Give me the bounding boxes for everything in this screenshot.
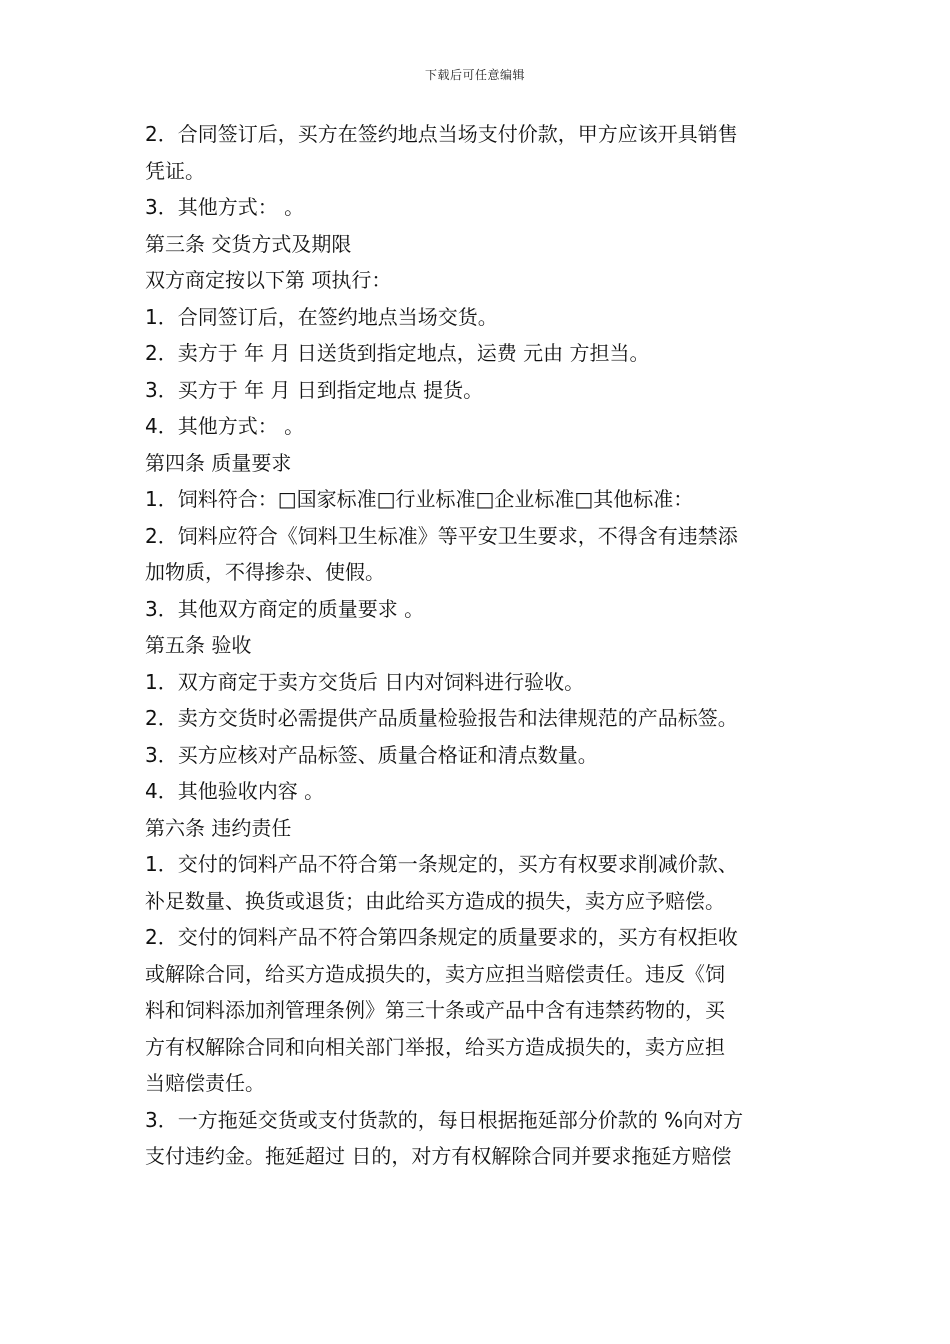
text-line: 1．交付的饲料产品不符合第一条规定的，买方有权要求削减价款、 — [145, 852, 738, 876]
text-line: 1．合同签订后，在签约地点当场交货。 — [145, 304, 498, 329]
text-line: 3．一方拖延交货或支付货款的，每日根据拖延部分价款的 %向对方 — [145, 1107, 744, 1132]
section-heading: 第四条 质量要求 — [145, 450, 292, 475]
text-line: 3．其他双方商定的质量要求 。 — [145, 596, 425, 621]
text-line: 当赔偿责任。 — [145, 1071, 265, 1095]
section-heading: 第五条 验收 — [145, 633, 252, 657]
text-line: 或解除合同，给买方造成损失的，卖方应担当赔偿责任。违反《饲 — [145, 961, 725, 986]
text-line: 2．卖方于 年 月 日送货到指定地点，运费 元由 方担当。 — [145, 341, 650, 365]
text-line: 支付违约金。拖延超过 日的，对方有权解除合同并要求拖延方赔偿 — [145, 1144, 732, 1168]
page-header: 下载后可任意编辑 — [424, 68, 525, 82]
text-line: 3．其他方式： 。 — [145, 195, 305, 219]
text-line: 补足数量、换货或退货；由此给买方造成的损失，卖方应予赔偿。 — [145, 888, 725, 913]
section-heading: 第六条 违约责任 — [145, 815, 292, 840]
text-line: 2．合同签订后，买方在签约地点当场支付价款，甲方应该开具销售 — [145, 122, 738, 146]
text-line: 4．其他验收内容 。 — [145, 779, 325, 803]
text-line: 料和饲料添加剂管理条例》第三十条或产品中含有违禁药物的，买 — [145, 998, 725, 1022]
text-line: 1．双方商定于卖方交货后 日内对饲料进行验收。 — [145, 669, 585, 694]
text-line: 1．饲料符合：□国家标准□行业标准□企业标准□其他标准： — [145, 487, 694, 511]
text-line: 双方商定按以下第 项执行： — [145, 268, 392, 292]
text-line: 方有权解除合同和向相关部门举报，给买方造成损失的，卖方应担 — [145, 1034, 725, 1059]
section-heading: 第三条 交货方式及期限 — [145, 231, 352, 256]
text-line: 3．买方于 年 月 日到指定地点 提货。 — [145, 377, 484, 402]
text-line: 2．卖方交货时必需提供产品质量检验报告和法律规范的产品标签。 — [145, 706, 738, 730]
text-line: 4．其他方式： 。 — [145, 414, 305, 438]
text-line: 凭证。 — [145, 158, 205, 183]
text-line: 3．买方应核对产品标签、质量合格证和清点数量。 — [145, 742, 598, 767]
text-line: 2．交付的饲料产品不符合第四条规定的质量要求的，买方有权拒收 — [145, 925, 738, 949]
text-line: 2．饲料应符合《饲料卫生标准》等平安卫生要求，不得含有违禁添 — [145, 523, 738, 548]
contract-body — [145, 116, 810, 1175]
text-line: 加物质，不得掺杂、使假。 — [145, 560, 385, 584]
